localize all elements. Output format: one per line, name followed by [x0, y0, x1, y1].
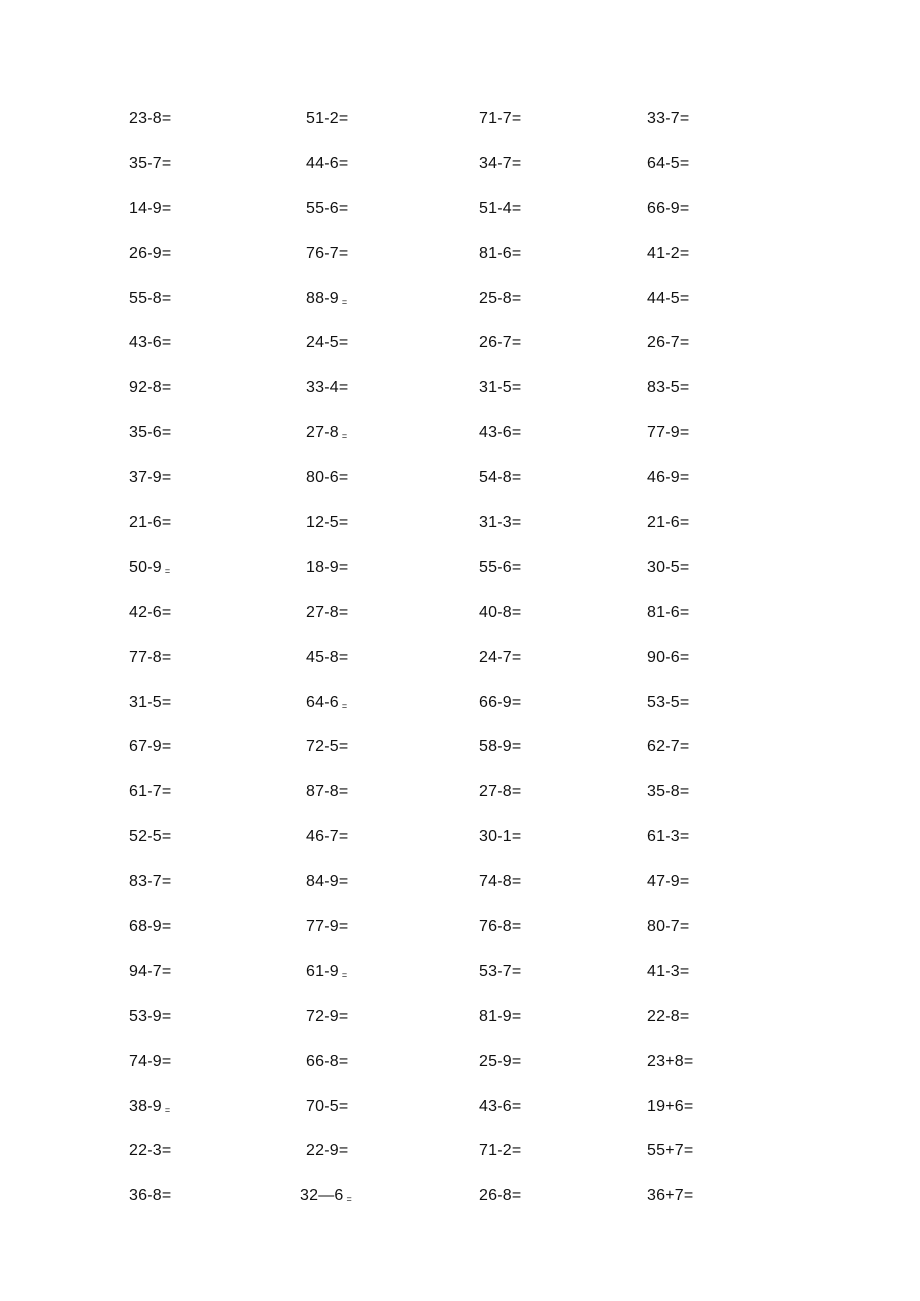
- problem-row: [0, 456, 920, 501]
- math-problem: 46-9=: [647, 469, 690, 487]
- math-problem: 31-5=: [129, 693, 172, 711]
- math-problem: 66-9=: [479, 693, 522, 711]
- math-problem: 46-7=: [306, 828, 349, 846]
- math-problem: 55-6=: [479, 558, 522, 576]
- problem-row: [0, 636, 920, 681]
- math-problem: 53-5=: [647, 693, 690, 711]
- math-problem: 45-8=: [306, 648, 349, 666]
- problem-row: [0, 142, 920, 187]
- math-problem: 76-7=: [306, 244, 349, 262]
- problem-row: [0, 187, 920, 232]
- math-problem: 33-4=: [306, 379, 349, 397]
- math-problem: 62-7=: [647, 738, 690, 756]
- problem-row: [0, 725, 920, 770]
- math-problem: 81-6=: [479, 244, 522, 262]
- math-problem: 88-9 =: [306, 289, 348, 307]
- math-problem: 53-9=: [129, 1007, 172, 1025]
- math-problem: 26-7=: [479, 334, 522, 352]
- math-problem: 22-3=: [129, 1142, 172, 1160]
- math-problem: 43-6=: [479, 1097, 522, 1115]
- problem-row: [0, 1040, 920, 1085]
- math-problem: 58-9=: [479, 738, 522, 756]
- math-problem: 31-5=: [479, 379, 522, 397]
- math-problem: 31-3=: [479, 514, 522, 532]
- problem-row: [0, 860, 920, 905]
- math-problem: 61-7=: [129, 783, 172, 801]
- math-problem: 77-9=: [647, 424, 690, 442]
- math-problem: 61-3=: [647, 828, 690, 846]
- math-problem: 41-2=: [647, 244, 690, 262]
- math-problem: 66-9=: [647, 199, 690, 217]
- math-problem: 77-9=: [306, 918, 349, 936]
- problem-row: [0, 1129, 920, 1174]
- problem-row: [0, 770, 920, 815]
- math-problem: 71-7=: [479, 110, 522, 127]
- problem-row: [0, 546, 920, 591]
- problem-row: [0, 995, 920, 1040]
- math-problem: 35-6=: [129, 424, 172, 442]
- math-problem: 55+7=: [647, 1142, 694, 1160]
- math-problem: 74-8=: [479, 873, 522, 891]
- problem-row: [0, 681, 920, 726]
- math-problem: 51-4=: [479, 199, 522, 217]
- math-problem: 21-6=: [129, 514, 172, 532]
- math-problem: 23+8=: [647, 1052, 694, 1070]
- problem-row: [0, 815, 920, 860]
- math-problem: 47-9=: [647, 873, 690, 891]
- math-problem: 26-8=: [479, 1187, 522, 1205]
- math-problem: 35-8=: [647, 783, 690, 801]
- problem-row: [0, 1085, 920, 1130]
- math-problem: 38-9 =: [129, 1097, 171, 1115]
- math-problem: 44-5=: [647, 289, 690, 307]
- math-problem: 94-7=: [129, 962, 172, 980]
- problem-row: [0, 277, 920, 322]
- math-problem: 84-9=: [306, 873, 349, 891]
- math-problem: 76-8=: [479, 918, 522, 936]
- math-problem: 55-6=: [306, 199, 349, 217]
- math-problem: 90-6=: [647, 648, 690, 666]
- problem-grid: [0, 97, 920, 1219]
- problem-row: [0, 501, 920, 546]
- math-problem: 25-8=: [479, 289, 522, 307]
- problem-row: [0, 232, 920, 277]
- math-problem: 18-9=: [306, 558, 349, 576]
- math-problem: 80-7=: [647, 918, 690, 936]
- math-problem: 24-7=: [479, 648, 522, 666]
- math-problem: 21-6=: [647, 514, 690, 532]
- math-problem: 19+6=: [647, 1097, 694, 1115]
- math-problem: 30-1=: [479, 828, 522, 846]
- problem-row: [0, 591, 920, 636]
- problem-row: [0, 905, 920, 950]
- math-problem: 27-8=: [479, 783, 522, 801]
- math-problem: 64-5=: [647, 154, 690, 172]
- math-problem: 43-6=: [129, 334, 172, 352]
- math-problem: 26-9=: [129, 244, 172, 262]
- math-problem: 12-5=: [306, 514, 349, 532]
- math-problem: 87-8=: [306, 783, 349, 801]
- math-problem: 83-7=: [129, 873, 172, 891]
- math-problem: 44-6=: [306, 154, 349, 172]
- math-problem: 36-8=: [129, 1187, 172, 1205]
- problem-row: [0, 1174, 920, 1219]
- math-problem: 25-9=: [479, 1052, 522, 1070]
- math-problem: 92-8=: [129, 379, 172, 397]
- math-problem: 35-7=: [129, 154, 172, 172]
- math-problem: 77-8=: [129, 648, 172, 666]
- math-problem: 27-8=: [306, 603, 349, 621]
- problem-row: [0, 366, 920, 411]
- math-problem: 33-7=: [647, 110, 690, 127]
- math-problem: 43-6=: [479, 424, 522, 442]
- math-problem: 68-9=: [129, 918, 172, 936]
- math-problem: 22-9=: [306, 1142, 349, 1160]
- math-problem: 23-8=: [129, 110, 172, 127]
- problem-row: [0, 950, 920, 995]
- math-problem: 26-7=: [647, 334, 690, 352]
- problem-row: [0, 411, 920, 456]
- math-problem: 42-6=: [129, 603, 172, 621]
- math-problem: 80-6=: [306, 469, 349, 487]
- math-problem: 40-8=: [479, 603, 522, 621]
- math-problem: 81-6=: [647, 603, 690, 621]
- math-problem: 34-7=: [479, 154, 522, 172]
- math-problem: 50-9 =: [129, 558, 171, 576]
- math-problem: 55-8=: [129, 289, 172, 307]
- math-problem: 66-8=: [306, 1052, 349, 1070]
- math-problem: 32—6 =: [300, 1187, 352, 1205]
- math-problem: 27-8 =: [306, 424, 348, 442]
- math-problem: 37-9=: [129, 469, 172, 487]
- math-problem: 52-5=: [129, 828, 172, 846]
- math-problem: 36+7=: [647, 1187, 694, 1205]
- math-problem: 30-5=: [647, 558, 690, 576]
- math-problem: 22-8=: [647, 1007, 690, 1025]
- math-problem: 81-9=: [479, 1007, 522, 1025]
- math-problem: 53-7=: [479, 962, 522, 980]
- math-problem: 64-6 =: [306, 693, 348, 711]
- math-problem: 41-3=: [647, 962, 690, 980]
- math-problem: 14-9=: [129, 199, 172, 217]
- math-problem: 70-5=: [306, 1097, 349, 1115]
- math-problem: 83-5=: [647, 379, 690, 397]
- problem-row: [0, 97, 920, 142]
- math-problem: 67-9=: [129, 738, 172, 756]
- math-problem: 72-9=: [306, 1007, 349, 1025]
- math-problem: 71-2=: [479, 1142, 522, 1160]
- math-problem: 72-5=: [306, 738, 349, 756]
- math-problem: 54-8=: [479, 469, 522, 487]
- math-problem: 24-5=: [306, 334, 349, 352]
- problem-row: [0, 321, 920, 366]
- math-problem: 74-9=: [129, 1052, 172, 1070]
- math-problem: 51-2=: [306, 110, 349, 127]
- math-problem: 61-9 =: [306, 962, 348, 980]
